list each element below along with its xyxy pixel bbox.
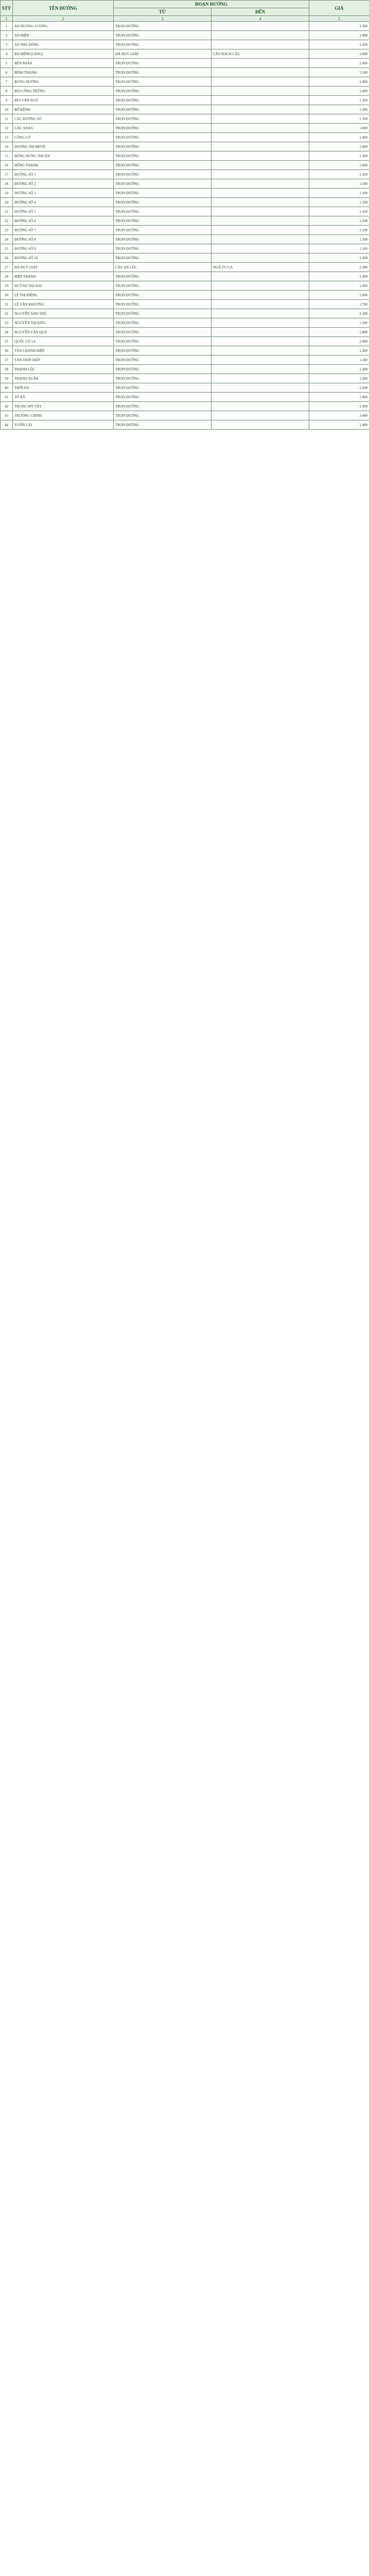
cell-den (212, 170, 309, 179)
cell-ten-duong: BƯNG ĐƯỜNG (13, 77, 114, 87)
cell-ten-duong: ĐƯỜNG SỐ 4 (13, 198, 114, 207)
table-row (1, 87, 369, 96)
cell-tu: TRỌN ĐƯỜNG (114, 383, 212, 393)
cell-stt: 23 (1, 226, 13, 235)
cell-tu: TRỌN ĐƯỜNG (114, 179, 212, 189)
cell-den (212, 151, 309, 161)
cell-gia: 1.100 (309, 179, 369, 189)
cell-stt: 25 (1, 244, 13, 253)
table-row (1, 179, 369, 189)
cell-tu: HÀ HUY GIÁP (114, 49, 212, 59)
cell-tu: TRỌN ĐƯỜNG (114, 291, 212, 300)
cell-gia: 1.900 (309, 142, 369, 151)
cell-tu: TRỌN ĐƯỜNG (114, 346, 212, 355)
cell-gia: 1.600 (309, 49, 369, 59)
table-row (1, 272, 369, 281)
header-index-2: 2 (13, 16, 114, 22)
table-row (1, 133, 369, 142)
header-den: ĐẾN (212, 8, 309, 16)
cell-den: NGÃ TƯ GA (212, 263, 309, 272)
cell-gia: 1.900 (309, 393, 369, 402)
cell-tu: TRỌN ĐƯỜNG (114, 365, 212, 374)
cell-ten-duong: BẾN PHÂN (13, 59, 114, 68)
cell-stt: 9 (1, 96, 13, 105)
cell-ten-duong: HIỆP THÀNH (13, 272, 114, 281)
cell-ten-duong: THẠNH XUÂN (13, 374, 114, 383)
cell-gia: 1.300 (309, 346, 369, 355)
cell-tu: TRỌN ĐƯỜNG (114, 31, 212, 40)
cell-gia: 1.700 (309, 300, 369, 309)
table-row (1, 142, 369, 151)
cell-stt: 2 (1, 31, 13, 40)
cell-tu: TRỌN ĐƯỜNG (114, 226, 212, 235)
cell-stt: 41 (1, 393, 13, 402)
cell-ten-duong: TRUNG MỸ TÂY (13, 402, 114, 411)
cell-tu: TRỌN ĐƯỜNG (114, 170, 212, 179)
cell-gia: 1.200 (309, 383, 369, 393)
cell-den (212, 281, 309, 291)
table-row (1, 161, 369, 170)
cell-den (212, 40, 309, 49)
table-row (1, 263, 369, 272)
cell-ten-duong: NGUYỄN THỊ KIỂU (13, 318, 114, 328)
header-index-1: 1 (1, 16, 13, 22)
cell-stt: 3 (1, 40, 13, 49)
cell-ten-duong: TÂN CHÁNH HIỆP (13, 346, 114, 355)
cell-tu: TRỌN ĐƯỜNG (114, 374, 212, 383)
cell-stt: 44 (1, 420, 13, 430)
cell-den (212, 77, 309, 87)
cell-ten-duong: DƯƠNG THỊ MƯỜI (13, 142, 114, 151)
cell-ten-duong: NGUYỄN VĂN QUÁ (13, 328, 114, 337)
table-row (1, 318, 369, 328)
cell-tu: TRỌN ĐƯỜNG (114, 281, 212, 291)
cell-stt: 6 (1, 68, 13, 77)
cell-stt: 22 (1, 216, 13, 226)
table-row (1, 68, 369, 77)
cell-gia: 1.100 (309, 68, 369, 77)
cell-ten-duong: BỜ KÊNH (13, 105, 114, 114)
cell-tu: TRỌN ĐƯỜNG (114, 235, 212, 244)
cell-gia: 1.100 (309, 216, 369, 226)
table-row (1, 328, 369, 337)
cell-ten-duong: THỚI AN (13, 383, 114, 393)
cell-ten-duong: BÙI VĂN NGỮ (13, 96, 114, 105)
cell-stt: 34 (1, 328, 13, 337)
cell-ten-duong: TÂN THỚI HIỆP (13, 355, 114, 365)
table-row (1, 124, 369, 133)
cell-gia: 3.300 (309, 22, 369, 31)
cell-gia: 2.000 (309, 59, 369, 68)
table-row (1, 49, 369, 59)
table-row (1, 281, 369, 291)
cell-den (212, 420, 309, 430)
header-index-4: 4 (212, 16, 309, 22)
cell-tu: TRỌN ĐƯỜNG (114, 402, 212, 411)
cell-ten-duong: VƯỜN LÀI (13, 420, 114, 430)
cell-tu: TRỌN ĐƯỜNG (114, 337, 212, 346)
cell-gia: 1.500 (309, 318, 369, 328)
table-row (1, 300, 369, 309)
cell-stt: 20 (1, 198, 13, 207)
table-row (1, 337, 369, 346)
cell-tu: TRỌN ĐƯỜNG (114, 40, 212, 49)
table-row (1, 420, 369, 430)
cell-gia: 1.300 (309, 355, 369, 365)
header-ten-duong: TÊN ĐƯỜNG (13, 1, 114, 16)
cell-tu: TRỌN ĐƯỜNG (114, 253, 212, 263)
cell-tu: TRỌN ĐƯỜNG (114, 328, 212, 337)
header-gia: GIÁ (309, 1, 369, 16)
cell-den (212, 226, 309, 235)
cell-den (212, 235, 309, 244)
cell-gia: 2.000 (309, 337, 369, 346)
cell-den (212, 253, 309, 263)
table-row (1, 291, 369, 300)
cell-tu: TRỌN ĐƯỜNG (114, 393, 212, 402)
table-row (1, 226, 369, 235)
cell-gia: 1.100 (309, 198, 369, 207)
cell-ten-duong: BÀ ĐIỂM (LANG) (13, 49, 114, 59)
cell-gia: 1.300 (309, 272, 369, 281)
cell-gia: 1.000 (309, 77, 369, 87)
cell-gia: 1.200 (309, 365, 369, 374)
cell-tu: TRỌN ĐƯỜNG (114, 22, 212, 31)
cell-stt: 12 (1, 124, 13, 133)
cell-den (212, 198, 309, 207)
cell-ten-duong: NGUYỄN ẢNH THỦ (13, 309, 114, 318)
cell-gia: 1.100 (309, 244, 369, 253)
cell-tu: TRỌN ĐƯỜNG (114, 142, 212, 151)
table-row (1, 365, 369, 374)
cell-tu: CẦU AN LỘC (114, 263, 212, 272)
cell-gia: 1.100 (309, 40, 369, 49)
cell-stt: 38 (1, 365, 13, 374)
table-row (1, 189, 369, 198)
cell-stt: 33 (1, 318, 13, 328)
cell-ten-duong: ĐÔNG THẠNH (13, 161, 114, 170)
cell-ten-duong: ĐƯỜNG SỐ 10 (13, 253, 114, 263)
cell-gia: 1.300 (309, 151, 369, 161)
cell-den (212, 337, 309, 346)
cell-stt: 28 (1, 272, 13, 281)
cell-tu: TRỌN ĐƯỜNG (114, 96, 212, 105)
cell-ten-duong: ĐƯỜNG SỐ 6 (13, 216, 114, 226)
cell-den (212, 328, 309, 337)
cell-stt: 43 (1, 411, 13, 420)
cell-den (212, 87, 309, 96)
table-row (1, 244, 369, 253)
cell-stt: 36 (1, 346, 13, 355)
cell-gia: 1.400 (309, 31, 369, 40)
cell-ten-duong: ĐƯỜNG SỐ 5 (13, 207, 114, 216)
cell-tu: TRỌN ĐƯỜNG (114, 151, 212, 161)
table-row (1, 374, 369, 383)
cell-gia: 1.400 (309, 420, 369, 430)
table-row (1, 393, 369, 402)
cell-ten-duong: CÔNG LỞ (13, 133, 114, 142)
cell-gia: 2.100 (309, 309, 369, 318)
table-row (1, 216, 369, 226)
cell-tu: TRỌN ĐƯỜNG (114, 411, 212, 420)
table-row (1, 411, 369, 420)
cell-tu: TRỌN ĐƯỜNG (114, 300, 212, 309)
cell-den: CẦU RẠCH CẦU (212, 49, 309, 59)
cell-ten-duong: CẦU XÁNG (13, 124, 114, 133)
cell-stt: 14 (1, 142, 13, 151)
cell-gia: 1.000 (309, 161, 369, 170)
cell-stt: 13 (1, 133, 13, 142)
cell-tu: TRỌN ĐƯỜNG (114, 133, 212, 142)
cell-tu: TRỌN ĐƯỜNG (114, 216, 212, 226)
cell-den (212, 114, 309, 124)
cell-tu: TRỌN ĐƯỜNG (114, 189, 212, 198)
cell-stt: 16 (1, 161, 13, 170)
cell-den (212, 31, 309, 40)
cell-gia: 1.200 (309, 374, 369, 383)
table-row (1, 96, 369, 105)
cell-stt: 8 (1, 87, 13, 96)
cell-ten-duong: LÊ VĂN KHƯƠNG (13, 300, 114, 309)
cell-den (212, 318, 309, 328)
cell-tu: TRỌN ĐƯỜNG (114, 198, 212, 207)
cell-gia: 1.000 (309, 124, 369, 133)
cell-den (212, 272, 309, 281)
cell-stt: 40 (1, 383, 13, 393)
cell-tu: TRỌN ĐƯỜNG (114, 207, 212, 216)
cell-stt: 42 (1, 402, 13, 411)
cell-gia: 3.000 (309, 411, 369, 420)
cell-ten-duong: BÌNH THÀNH (13, 68, 114, 77)
cell-tu: TRỌN ĐƯỜNG (114, 59, 212, 68)
cell-den (212, 383, 309, 393)
table-row (1, 151, 369, 161)
table-row (1, 40, 369, 49)
cell-stt: 10 (1, 105, 13, 114)
cell-den (212, 161, 309, 170)
cell-den (212, 300, 309, 309)
cell-den (212, 189, 309, 198)
cell-ten-duong: ĐƯỜNG SỐ 8 (13, 235, 114, 244)
table-row (1, 207, 369, 216)
table-row (1, 402, 369, 411)
cell-den (212, 346, 309, 355)
header-tu: TỪ (114, 8, 212, 16)
cell-stt: 35 (1, 337, 13, 346)
cell-tu: TRỌN ĐƯỜNG (114, 124, 212, 133)
cell-gia: 2.300 (309, 263, 369, 272)
table-row (1, 383, 369, 393)
cell-stt: 11 (1, 114, 13, 124)
cell-den (212, 393, 309, 402)
land-price-table (0, 0, 369, 430)
cell-den (212, 207, 309, 216)
cell-stt: 26 (1, 253, 13, 263)
cell-den (212, 244, 309, 253)
cell-den (212, 124, 309, 133)
cell-tu: TRỌN ĐƯỜNG (114, 244, 212, 253)
cell-tu: TRỌN ĐƯỜNG (114, 87, 212, 96)
cell-den (212, 355, 309, 365)
cell-den (212, 402, 309, 411)
cell-stt: 30 (1, 291, 13, 300)
cell-tu: TRỌN ĐƯỜNG (114, 355, 212, 365)
cell-gia: 1.100 (309, 207, 369, 216)
cell-gia: 1.300 (309, 402, 369, 411)
cell-den (212, 22, 309, 31)
cell-stt: 39 (1, 374, 13, 383)
table-row (1, 198, 369, 207)
table-row (1, 346, 369, 355)
cell-stt: 31 (1, 300, 13, 309)
cell-ten-duong: AN PHÚ ĐÔNG (13, 40, 114, 49)
table-header (1, 1, 369, 22)
cell-ten-duong: ĐƯỜNG SỐ 1 (13, 170, 114, 179)
cell-den (212, 309, 309, 318)
table-row (1, 22, 369, 31)
cell-ten-duong: AN DƯƠNG VƯƠNG (13, 22, 114, 31)
cell-ten-duong: HUỲNH THỊ HAI (13, 281, 114, 291)
cell-den (212, 365, 309, 374)
table-row (1, 105, 369, 114)
cell-gia: 1.800 (309, 328, 369, 337)
cell-tu: TRỌN ĐƯỜNG (114, 114, 212, 124)
table-row (1, 170, 369, 179)
table-row (1, 253, 369, 263)
table-row (1, 77, 369, 87)
cell-stt: 15 (1, 151, 13, 161)
table-row (1, 235, 369, 244)
cell-stt: 18 (1, 179, 13, 189)
cell-stt: 7 (1, 77, 13, 87)
cell-gia: 1.400 (309, 281, 369, 291)
cell-tu: TRỌN ĐƯỜNG (114, 161, 212, 170)
cell-ten-duong: TÔ KÝ (13, 393, 114, 402)
cell-gia: 1.100 (309, 226, 369, 235)
cell-den (212, 142, 309, 151)
cell-gia: 1.200 (309, 105, 369, 114)
cell-gia: 1.300 (309, 96, 369, 105)
table-row (1, 309, 369, 318)
cell-stt: 1 (1, 22, 13, 31)
cell-stt: 32 (1, 309, 13, 318)
cell-den (212, 291, 309, 300)
cell-den (212, 105, 309, 114)
cell-ten-duong: AN ĐIỀN (13, 31, 114, 40)
cell-gia: 1.600 (309, 291, 369, 300)
cell-stt: 27 (1, 263, 13, 272)
cell-den (212, 59, 309, 68)
cell-tu: TRỌN ĐƯỜNG (114, 105, 212, 114)
cell-tu: TRỌN ĐƯỜNG (114, 77, 212, 87)
cell-gia: 1.100 (309, 170, 369, 179)
cell-stt: 21 (1, 207, 13, 216)
cell-stt: 19 (1, 189, 13, 198)
cell-tu: TRỌN ĐƯỜNG (114, 272, 212, 281)
cell-gia: 1.100 (309, 235, 369, 244)
cell-tu: TRỌN ĐƯỜNG (114, 420, 212, 430)
cell-den (212, 68, 309, 77)
cell-den (212, 179, 309, 189)
cell-den (212, 133, 309, 142)
header-index-5: 5 (309, 16, 369, 22)
cell-stt: 37 (1, 355, 13, 365)
table-body (1, 22, 369, 430)
cell-tu: TRỌN ĐƯỜNG (114, 318, 212, 328)
cell-ten-duong: TRƯỜNG CHINH (13, 411, 114, 420)
cell-ten-duong: CÁC ĐƯỜNG SỐ (13, 114, 114, 124)
cell-ten-duong: THẠNH LỘC (13, 365, 114, 374)
table-row (1, 59, 369, 68)
header-stt: STT (1, 1, 13, 16)
cell-stt: 4 (1, 49, 13, 59)
cell-stt: 17 (1, 170, 13, 179)
cell-gia: 1.400 (309, 133, 369, 142)
cell-ten-duong: HÀ HUY GIÁP (13, 263, 114, 272)
cell-den (212, 374, 309, 383)
table-row (1, 31, 369, 40)
cell-den (212, 411, 309, 420)
cell-ten-duong: ĐƯỜNG SỐ 2 (13, 179, 114, 189)
cell-stt: 24 (1, 235, 13, 244)
cell-gia: 1.100 (309, 253, 369, 263)
cell-ten-duong: BÙI CÔNG TRỪNG (13, 87, 114, 96)
header-doan-duong: ĐOẠN ĐƯỜNG (114, 1, 309, 8)
cell-tu: TRỌN ĐƯỜNG (114, 309, 212, 318)
cell-ten-duong: ĐÔNG HƯNG THUẬN (13, 151, 114, 161)
cell-gia: 1.100 (309, 114, 369, 124)
table-row (1, 114, 369, 124)
cell-ten-duong: ĐƯỜNG SỐ 9 (13, 244, 114, 253)
cell-gia: 1.100 (309, 189, 369, 198)
cell-ten-duong: ĐƯỜNG SỐ 3 (13, 189, 114, 198)
cell-stt: 5 (1, 59, 13, 68)
cell-tu: TRỌN ĐƯỜNG (114, 68, 212, 77)
cell-ten-duong: ĐƯỜNG SỐ 7 (13, 226, 114, 235)
header-index-3: 3 (114, 16, 212, 22)
cell-ten-duong: QUỐC LỘ 1A (13, 337, 114, 346)
cell-stt: 29 (1, 281, 13, 291)
table-row (1, 355, 369, 365)
cell-den (212, 96, 309, 105)
cell-den (212, 216, 309, 226)
cell-ten-duong: LÊ THỊ RIÊNG (13, 291, 114, 300)
cell-gia: 1.400 (309, 87, 369, 96)
